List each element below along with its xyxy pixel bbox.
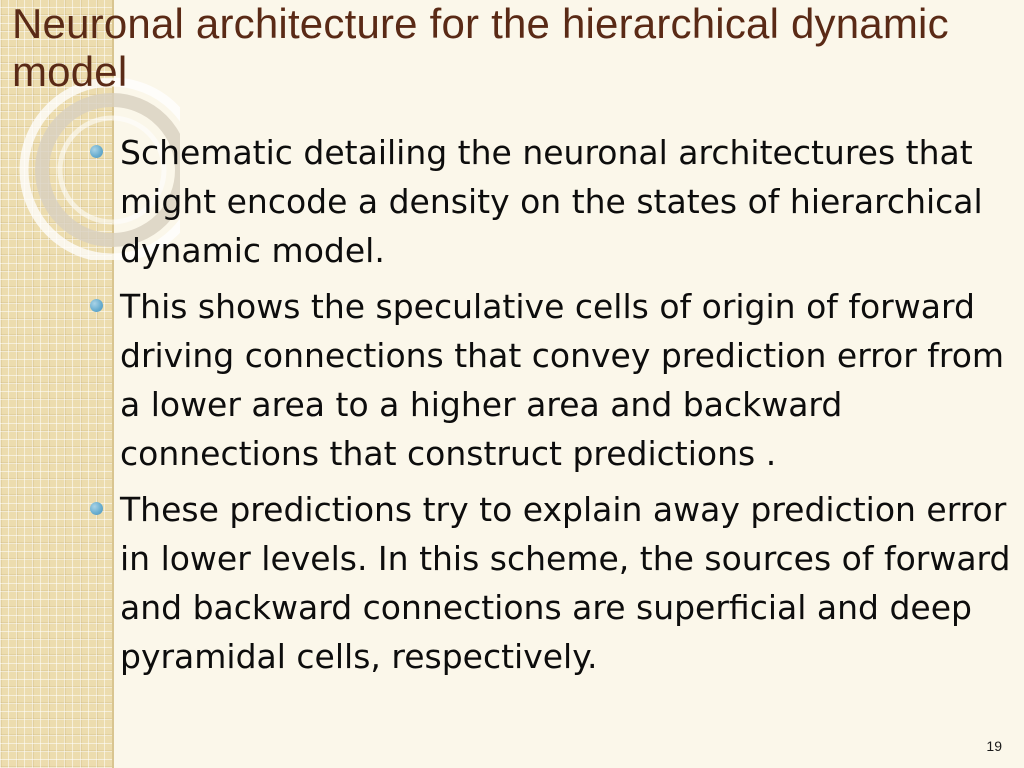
bullet-item [84,128,1014,275]
circle-bullet-icon [90,145,103,158]
bullet-text: These predictions try to explain away prediction error in lower levels. In this scheme, the sources of forward and backward connections are superficial and deep pyramidal cells, respectively. [120,490,1011,676]
circle-bullet-icon [90,502,103,515]
slide-number: 19 [986,738,1002,754]
bullet-item [84,282,1014,478]
bullet-item [84,485,1014,681]
bullet-text: This shows the speculative cells of origin of forward driving connections that convey prediction error from a lower area to a higher area and backward connections that construct predictions . [120,287,1005,473]
circle-bullet-icon [90,299,103,312]
bullet-list [84,128,1014,681]
slide-title: Neuronal architecture for the hierarchical dynamic model [12,0,949,95]
bullet-text: Schematic detailing the neuronal architectures that might encode a density on the states of hierarchical dynamic model. [120,133,983,270]
slide-body [84,128,1014,688]
